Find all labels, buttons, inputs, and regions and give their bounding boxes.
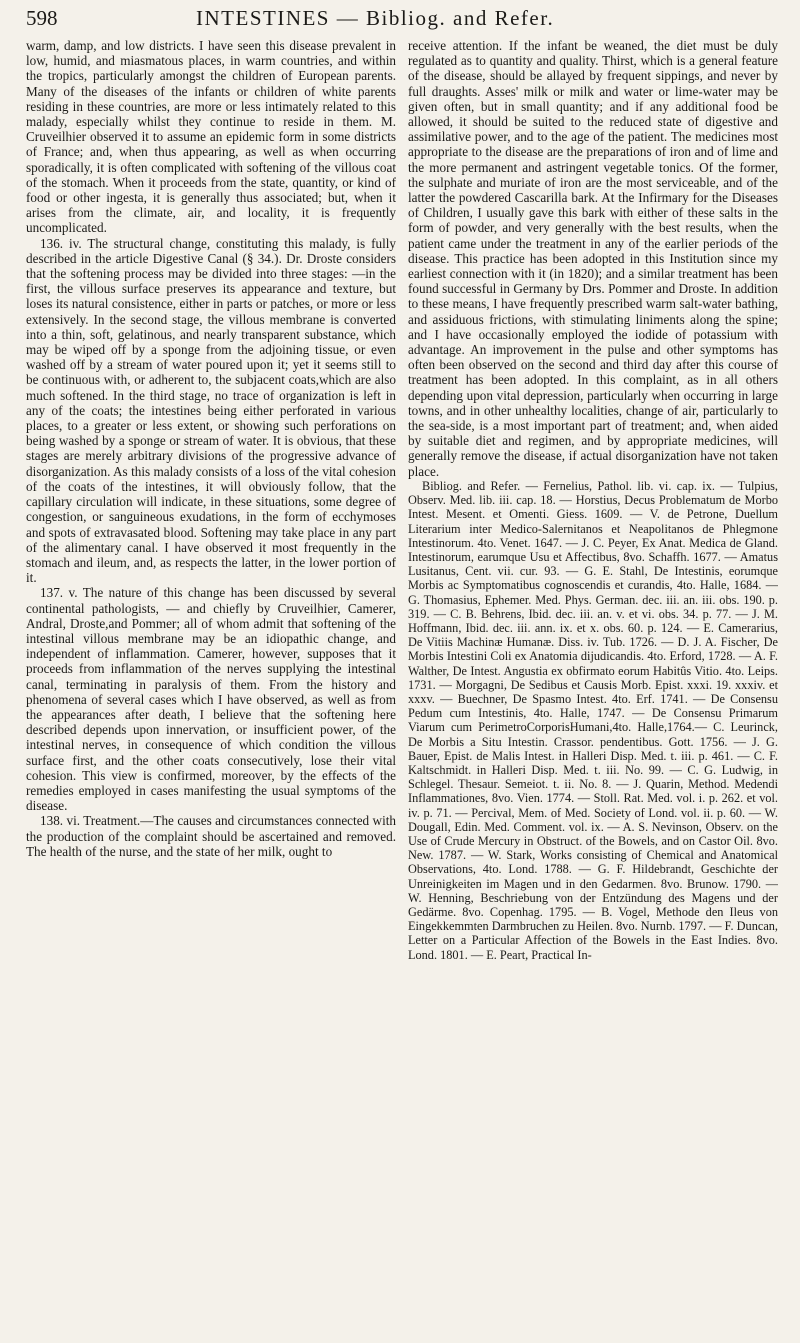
paragraph-138-treatment: 138. vi. Treatment.—The causes and circumstances connected with the production of the complaint should be ascertained and removed. The health of the nurse, and the state of her milk, ought to <box>26 813 396 859</box>
left-column <box>26 38 396 1328</box>
paragraph-137-nature: 137. v. The nature of this change has been discussed by several continental pathologists, — and chiefly by Cruveilhier, Camerer, Andral, Droste,and Pommer; all of whom admit that softening of the intestinal villous membrane may be an idiopathic change, and independent of inflammation. Camerer, however, supposes that it proceeds from inflammation of the nerves supplying the intestinal canal, terminating in paralysis of them. From the history and phenomena of several cases which I have observed, as well as from the appearances after death, I believe that the softening here described depends upon innervation, or insufficient power, of the intestinal nerves, in consequence of which condition the villous surface first, and the other coats consecutively, lose their vital cohesion. This view is confirmed, moreover, by the effects of the remedies employed in cases manifesting the usual symptoms of the disease. <box>26 585 396 814</box>
text-columns <box>26 38 778 1328</box>
running-header <box>26 0 778 38</box>
right-column <box>408 38 778 1328</box>
paragraph-continued: warm, damp, and low districts. I have seen this disease prevalent in low, humid, and miasmatous places, in warm countries, and within the tropics, particularly amongst the children of European parents. Many of the diseases of the infants or children of white parents residing in these countries, are more or less intimately related to this malady, especially whilst they continue to reside in them. M. Cruveilhier observed it to assume an epidemic form in some districts of France; and, when thus appearing, as well as when occurring sporadically, it is often complicated with softening of the villous coat of the stomach. When it proceeds from the state, quantity, or kind of food or other ingesta, it is generally thus associated; but, when it arises from the climate, air, and locality, it is frequently uncomplicated. <box>26 38 396 236</box>
paragraph-treatment-continued: receive attention. If the infant be weaned, the diet must be duly regulated as to quantity and quality. Thirst, which is a general feature of the disease, should be allayed by frequent sippings, and never by full draughts. Asses' milk or milk and water or lime-water may be given often, but in small quantity; and if any additional food be allowed, it should be suited to the reduced state of digestive and assimilative power, and to the age of the patient. The medicines most appropriate to the disease are the preparations of iron and of lime and the more permanent and astringent vegetable tonics. Of the former, the sulphate and muriate of iron are the most serviceable, and of the latter the powdered Cascarilla bark. At the Infirmary for the Diseases of Children, I usually gave this bark with either of these salts in the form of powder, and very generally with the best results, when the patient came under the treatment in any of the earlier periods of the disease. This practice has been adopted in this Institution since my earliest connection with it (in 1820); and a similar treatment has been found successful in Germany by Drs. Pommer and Droste. In addition to these means, I have frequently prescribed warm salt-water bathing, and assiduous frictions, with stimulating liniments along the spine; and I have occasionally employed the iodide of potassium with advantage. An improvement in the pulse and other symptoms has often been observed on the second and third day after this course of treatment has been adopted. In this complaint, as in all others depending upon vital depression, particularly when occurring in large towns, and in other unhealthy localities, change of air, particularly to the sea-side, is a most important part of treatment; and, when aided by suitable diet and regimen, and by appropriate medicines, will generally remove the disease, if actual disorganization have not taken place. <box>408 38 778 479</box>
paragraph-136-structural-change: 136. iv. The structural change, constituting this malady, is fully described in the article Digestive Canal (§ 34.). Dr. Droste considers that the softening process may be divided into three stages: —in the first, the villous surface preserves its appearance and texture, but loses its natural consistence, either in parts or patches, or more or less extensively. In the second stage, the villous membrane is converted into a thin, soft, gelatinous, and nearly transparent substance, which may be wiped off by a sponge from the adjoining tissue, or even washed off by a stream of water poured upon it; yet it seems still to be continuous with, or adherent to, the subjacent coats,which are also much softened. In the third stage, no trace of organization is left in any of the coats; the intestines being either perforated in various places, to a greater or less extent, or showing such perforations on being washed by a sponge or stream of water. It is obvious, that these stages are merely arbitrary divisions of the progressive advance of disorganization. As this malady consists of a loss of the vital cohesion of the coats of the intestines, it will obviously follow, that the capillary circulation will indicate, in these situations, some degree of congestion, or sanguineous exudations, in the form of ecchymoses and spots of extravasated blood. Softening may take place in any part of the alimentary canal. I have observed it most frequently in the stomach and ileum, and, as respects the latter, in the lower portion of it. <box>26 235 396 586</box>
running-title: INTESTINES — Bibliog. and Refer. <box>196 6 555 30</box>
bibliography-references: Bibliog. and Refer. — Fernelius, Pathol. lib. vi. cap. ix. — Tulpius, Observ. Med. lib. iii. cap. 18. — Horstius, Decus Problematum de Morbo Intest. Mesent. et Omenti. Giess. 1609. — V. de Petrone, Duellum Literarium inter Medico-Salernitanos et Neapolitanos de Phlegmone Intestinorum. 4to. Venet. 1647. — J. C. Peyer, Ex Anat. Medica de Gland. Intestinorum, earumque Usu et Affectibus, 8vo. Schaffh. 1677. — Amatus Lusitanus, Cent. vii. cur. 93. — G. E. Stahl, De Intestinis, eorumque Morbis ac Symptomatibus cognoscendis et curandis, 4to. Halle, 1684. — G. Thomasius, Ephemer. Med. Phys. German. dec. iii. an. iii. obs. 190. p. 319. — C. B. Behrens, Ibid. dec. iii. an. v. et vi. obs. 34. p. 77. — J. M. Hoffmann, Ibid. dec. iii. ann. ix. et x. obs. 60. p. 124. — E. Camerarius, De Vitiis Machinæ Humanæ. Diss. iv. Tub. 1726. — D. J. A. Fischer, De Morbis Intestini Coli ex Anatomia dijudicandis. 4to. Erford, 1728. — A. F. Walther, De Intest. Angustia ex obfirmato eorum Habitûs Vitio. 4to. Leips. 1731. — Morgagni, De Sedibus et Causis Morb. Epist. xxxi. 19. xxxiv. et xxxv. — Buechner, De Spasmo Intest. 4to. Erf. 1741. — De Consensu Pedum cum Intestinis, 4to. Halle, 1747. — De Consensu Primarum Viarum cum PerimetroCorporisHumani,4to. Halle,1764.— C. Leurinck, De Morbis a Situ Intestin. Crassor. pendentibus. Gott. 1756. — J. G. Bauer, Epist. de Malis Intest. in Halleri Disp. Med. t. iii. p. 461. — C. F. Kaltschmidt. in Halleri Disp. Med. t. iii. No. 99. — C. G. Ludwig, in Schlegel. Thesaur. Semeiot. t. ii. No. 8. — J. Quarin, Method. Medendi Inflammationes, 8vo. Vien. 1774. — Stoll. Rat. Med. vol. i. p. 262. et vol. iv. p. 71. — Percival, Mem. of Med. Society of Lond. vol. ii. p. 60. — W. Dougall, Edin. Med. Comment. vol. ix. — A. S. Nevinson, Observ. on the Use of Crude Mercury in Obstruct. of the Bowels, and on Castor Oil. 8vo. New. 1787. — W. Stark, Works consisting of Chemical and Anatomical Observations, 4to. Lond. 1788. — G. F. Hildebrandt, Geschichte der Unreinigkeiten im Magen und in den Gedarmen. 8vo. Brunow. 1790. — W. Henning, Beschriebung von der Entzündung des Magens und der Gedärme. 8vo. Copenhag. 1795. — B. Vogel, Methode den Ileus von Eingekkemmten Darmbruchen zu Heilen. 8vo. Nurnb. 1797. — F. Duncan, Letter on a Particular Affection of the Bowels in the East Indies. 8vo. Lond. 1801. — E. Peart, Practical In- <box>408 478 778 962</box>
page-number: 598 <box>26 6 58 30</box>
